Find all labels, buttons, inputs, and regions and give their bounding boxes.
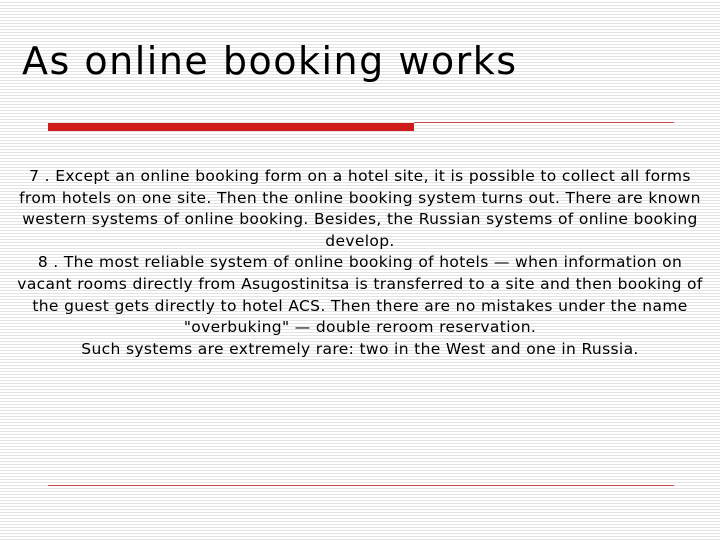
slide-body	[8, 166, 712, 360]
footer-rule	[48, 485, 674, 486]
slide-title: As online booking works	[22, 39, 518, 83]
paragraph-7: 7 . Except an online booking form on a hotel site, it is possible to collect all forms from hotels on one site. Then the online booking system turns out. There are known western systems of online booking. Besides, the Russian systems of online booking develop.	[19, 167, 701, 250]
title-underline-rule	[414, 122, 674, 123]
paragraph-8: 8 . The most reliable system of online booking of hotels — when information on vacant rooms directly from Asugostinitsa is transferred to a site and then booking of the guest gets directly to hotel ACS. Then there are no mistakes under the name "overbuking" — double reroom reservation.	[17, 253, 703, 337]
title-accent-bar	[48, 123, 414, 131]
paragraph-summary: Such systems are extremely rare: two in the West and one in Russia.	[81, 339, 639, 358]
